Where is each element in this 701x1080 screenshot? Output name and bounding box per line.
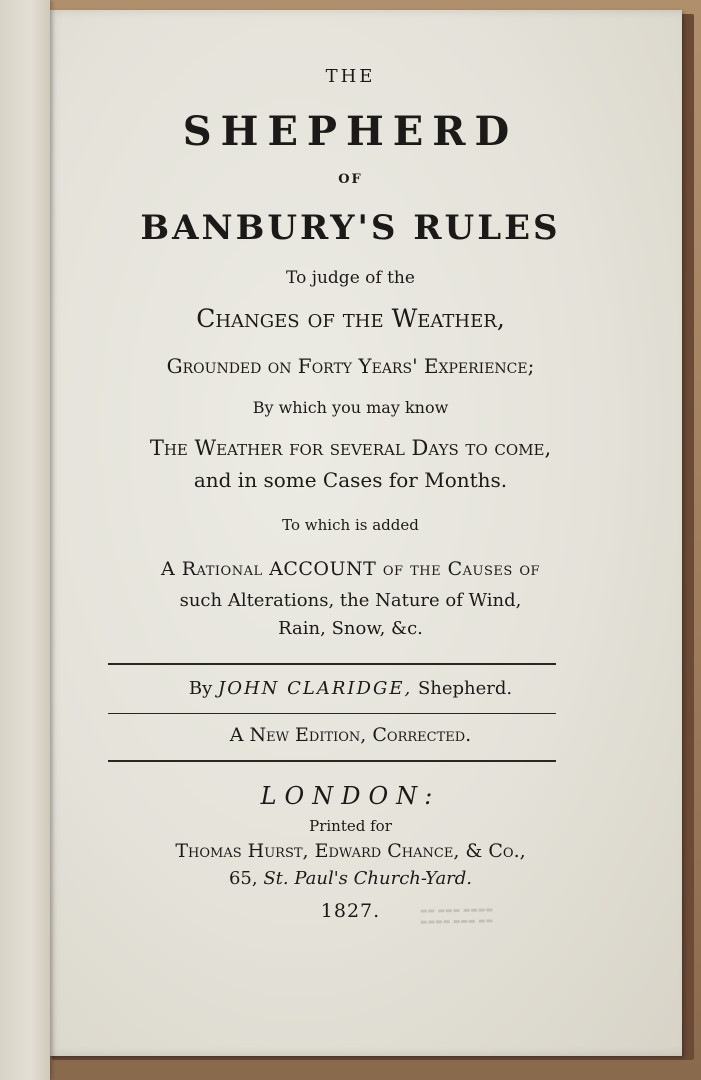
subtitle-account: A Rational ACCOUNT of the Causes of (160, 558, 541, 580)
title-shepherd: SHEPHERD (182, 108, 519, 155)
address-number: 65, (228, 868, 258, 889)
subtitle-changes: Changes of the Weather, (196, 304, 505, 333)
subtitle-months: and in some Cases for Months. (193, 468, 508, 492)
author-by: By (188, 678, 213, 699)
divider-rule-2 (108, 713, 556, 714)
divider-rule-3 (108, 760, 556, 762)
subtitle-grounded: Grounded on Forty Years' Experience; (166, 354, 535, 378)
imprint-printed-for: Printed for (309, 817, 392, 835)
divider-rule-1 (108, 663, 556, 665)
subtitle-added: To which is added (282, 516, 419, 534)
subtitle-to-judge: To judge of the (286, 268, 415, 288)
imprint-publishers: Thomas Hurst, Edward Chance, & Co., (175, 840, 526, 862)
imprint-year: 1827. (320, 900, 381, 922)
subtitle-by-which: By which you may know (252, 398, 449, 417)
author-line (0, 678, 701, 699)
subtitle-alterations: such Alterations, the Nature of Wind, (179, 590, 522, 611)
author-name: JOHN CLARIDGE, (218, 678, 413, 699)
subtitle-weather-days: The Weather for several Days to come, (149, 436, 552, 460)
author-role: Shepherd. (417, 678, 513, 699)
title-banbury-rules: BANBURY'S RULES (140, 208, 561, 248)
imprint-city: LONDON: (260, 782, 441, 810)
subtitle-rain-snow: Rain, Snow, &c. (278, 618, 423, 639)
imprint-address (0, 868, 701, 889)
edition-line: A New Edition, Corrected. (229, 724, 472, 746)
show-through-stamp: ▬▬ ▬▬▬ ▬▬▬▬ ▬▬▬▬ ▬▬▬ ▬▬ (419, 905, 494, 927)
title-the: THE (325, 66, 376, 87)
title-of: OF (338, 172, 363, 187)
address-street: St. Paul's Church-Yard. (263, 868, 473, 889)
